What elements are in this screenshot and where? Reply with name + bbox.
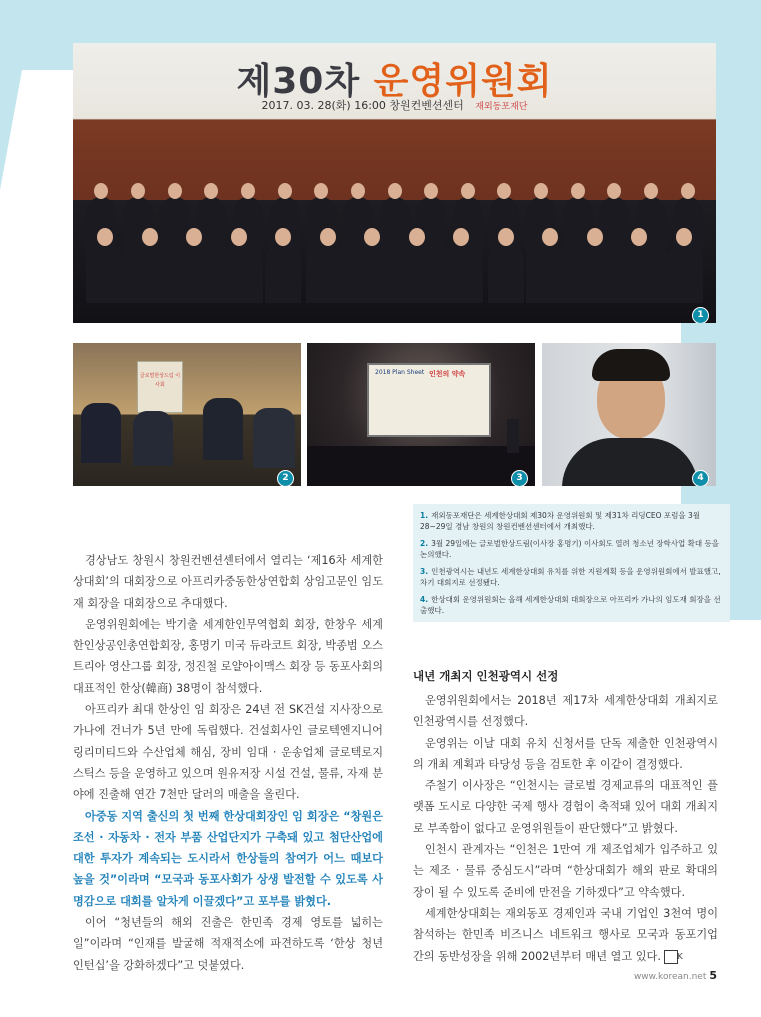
banner-title-number: 제30차 [236, 61, 374, 102]
crowd-person [443, 244, 479, 303]
article-highlight-paragraph: 아중동 지역 출신의 첫 번째 한상대회장인 임 회장은 “창원은 조선 · 자동차 · 전자 부품 산업단지가 구축돼 있고 첨단산업에 대한 투자가 계속되는 도시라서 한상들의 참여가 어느 때보다 높을 것”이라며 “모국과 동포사회가 상생 발전할 수 있도록 사명감으로 대회를 알차게 이끌겠다”고 포부를 밝혔다. [73, 809, 383, 908]
end-mark-icon: K [664, 950, 678, 964]
banner-date: 2017. 03. 28(화) 16:00 창원컨벤션센터 [261, 99, 464, 112]
crowd-person [265, 244, 301, 303]
caption-number: 1. [420, 511, 429, 520]
photo-captions [413, 504, 730, 622]
presentation-photo [307, 343, 535, 486]
page-number: 5 [709, 969, 717, 982]
crowd-person-head [314, 183, 328, 199]
crowd-person-head [320, 228, 336, 246]
meeting-photo [73, 343, 301, 486]
crowd-person-head [275, 228, 291, 246]
crowd-person-head [351, 183, 365, 199]
article-paragraph-text: 세계한상대회는 재외동포 경제인과 국내 기업인 3천여 명이 참석하는 한민족 비즈니스 네트워크 행사로 모국과 동포기업 간의 동반성장을 위해 2002년부터 매년 열고 있다. [413, 906, 718, 963]
crowd-person [532, 244, 568, 303]
caption-text: 재외동포재단은 세계한상대회 제30차 운영위원회 및 제31차 리딩CEO 포럼을 3월 28~29일 경남 창원의 창원컨벤션센터에서 개최했다. [420, 511, 700, 531]
crowd-person-head [631, 228, 647, 246]
photo-number-badge: 3 [511, 470, 528, 486]
crowd-person-head [424, 183, 438, 199]
seated-person [253, 408, 295, 468]
photo-number-badge: 1 [692, 307, 709, 323]
article-paragraph [413, 903, 718, 967]
crowd-person-head [607, 183, 621, 199]
crowd-person [577, 244, 613, 303]
portrait-suit [562, 438, 698, 486]
seated-person [203, 398, 243, 460]
crowd-person [399, 244, 435, 303]
projection-screen [367, 363, 491, 437]
crowd-person-head [542, 228, 558, 246]
crowd-person [354, 244, 390, 303]
portrait-photo [542, 343, 716, 486]
banner-logo: 재외동포재단 [475, 102, 528, 112]
presenter [507, 419, 519, 453]
caption-item [420, 538, 723, 560]
crowd-person-head [534, 183, 548, 199]
screen-heading: 인천의 약속 [429, 370, 466, 378]
crowd-person-head [676, 228, 692, 246]
crowd-person-head [571, 183, 585, 199]
crowd-person [621, 244, 657, 303]
screen-title: 2018 Plan Sheet [375, 369, 425, 376]
crowd-person-head [142, 228, 158, 246]
footer-site-url[interactable]: www.korean.net [633, 972, 707, 982]
caption-number: 2. [420, 539, 429, 548]
crowd-person [488, 244, 524, 303]
section-heading: 내년 개최지 인천광역시 선정 [413, 669, 559, 683]
board-sign-text: 글로벌한상드림 이사회 [139, 373, 181, 388]
meeting-board-sign [137, 361, 183, 413]
crowd-person-head [231, 228, 247, 246]
article-paragraph: 운영위원회에는 박기출 세계한인무역협회 회장, 한창우 세계한인상공인총연합회장, 홍명기 미국 듀라코트 회장, 박종범 오스트리아 영산그룹 회장, 정진철 로얄아이맥스 회장 등 동포사회의 대표적인 한상(韓商) 38명이 참석했다. [73, 617, 383, 695]
crowd-person-head [644, 183, 658, 199]
crowd-person [176, 244, 212, 303]
crowd-person [310, 244, 346, 303]
crowd-person-head [364, 228, 380, 246]
article-paragraph: 운영위원회에서는 2018년 제17차 세계한상대회 개최지로 인천광역시를 선정했다. [413, 694, 718, 729]
crowd-person-head [409, 228, 425, 246]
article-paragraph: 주철기 이사장은 “인천시는 글로벌 경제교류의 대표적인 플랫폼 도시로 다양한 국제 행사 경험이 축적돼 있어 대회 개최지로 부족함이 없다고 운영위원들이 판단했다”고 밝혔다. [413, 779, 718, 835]
crowd-person-head [278, 183, 292, 199]
seated-person [81, 403, 121, 463]
article-paragraph: 경상남도 창원시 창원컨벤션센터에서 열리는 ‘제16차 세계한상대회’의 대회장으로 아프리카중동한상연합회 상임고문인 임도재 회장을 대회장으로 추대했다. [73, 554, 383, 610]
crowd-person-head [186, 228, 202, 246]
crowd-person [666, 244, 702, 303]
photo-number-badge: 4 [692, 470, 709, 486]
crowd-person [221, 244, 257, 303]
group-photo [73, 43, 716, 323]
crowd-illustration [83, 153, 706, 303]
seated-person [133, 411, 173, 466]
caption-text: 인천광역시는 내년도 세계한상대회 유치를 위한 지원계획 등을 운영위원회에서 발표했고, 차기 대회지로 선정됐다. [420, 567, 721, 587]
article-left-column [73, 550, 383, 976]
crowd-person [132, 244, 168, 303]
crowd-person-head [587, 228, 603, 246]
caption-item [420, 594, 723, 616]
crowd-person-head [453, 228, 469, 246]
caption-item [420, 566, 723, 588]
crowd-person-head [497, 183, 511, 199]
article-paragraph: 인천시 관계자는 “인천은 1만여 개 제조업체가 입주하고 있는 제조 · 물류 중심도시”라며 “한상대회가 해외 판로 확대의 장이 될 수 있도록 준비에 만전을 기하겠다”고 약속했다. [413, 843, 718, 899]
photo-number-badge: 2 [277, 470, 294, 486]
left-color-accent [0, 70, 22, 190]
portrait-hair [592, 349, 670, 381]
crowd-person-head [168, 183, 182, 199]
article-paragraph: 이어 “청년들의 해외 진출은 한민족 경제 영토를 넓히는 일”이라며 “인재를 발굴해 적재적소에 파견하도록 ‘한상 청년 인턴십’을 강화하겠다”고 덧붙였다. [73, 916, 383, 972]
caption-number: 3. [420, 567, 429, 576]
crowd-person-head [204, 183, 218, 199]
crowd-person-head [94, 183, 108, 199]
caption-text: 한상대회 운영위원회는 올해 세계한상대회 대회장으로 아프리카 가나의 임도재 회장을 선출했다. [420, 595, 721, 615]
audience-silhouettes [307, 446, 535, 486]
caption-number: 4. [420, 595, 429, 604]
crowd-person-head [681, 183, 695, 199]
article-paragraph: 운영위는 이날 대회 유치 신청서를 단독 제출한 인천광역시의 개최 계획과 타당성 등을 검토한 후 이같이 결정했다. [413, 736, 718, 771]
crowd-person-head [131, 183, 145, 199]
crowd-person-head [97, 228, 113, 246]
page-footer [634, 969, 717, 982]
caption-item [420, 510, 723, 532]
caption-text: 3월 29일에는 글로벌한상드림(이사장 홍명기) 이사회도 열려 청소년 장학사업 확대 등을 논의했다. [420, 539, 720, 559]
crowd-person-head [388, 183, 402, 199]
crowd-person-head [241, 183, 255, 199]
article-paragraph: 아프리카 최대 한상인 임 회장은 24년 전 SK건설 지사장으로 가나에 건너가 5년 만에 독립했다. 건설회사인 글로텍엔지니어링리미티드와 수산업체 해심, 장비 임대 · 운송업체 글로텍로지스틱스 등을 운영하고 있으며 원유저장 시설 건설, 물류, 자재 분야에 진출해 연간 7천만 달러의 매출을 올린다. [73, 703, 383, 802]
crowd-person [87, 244, 123, 303]
crowd-person-head [461, 183, 475, 199]
banner-title-name: 운영위원회 [373, 61, 553, 102]
crowd-person-head [498, 228, 514, 246]
banner-subtitle [73, 97, 716, 113]
article-right-column [413, 668, 718, 967]
